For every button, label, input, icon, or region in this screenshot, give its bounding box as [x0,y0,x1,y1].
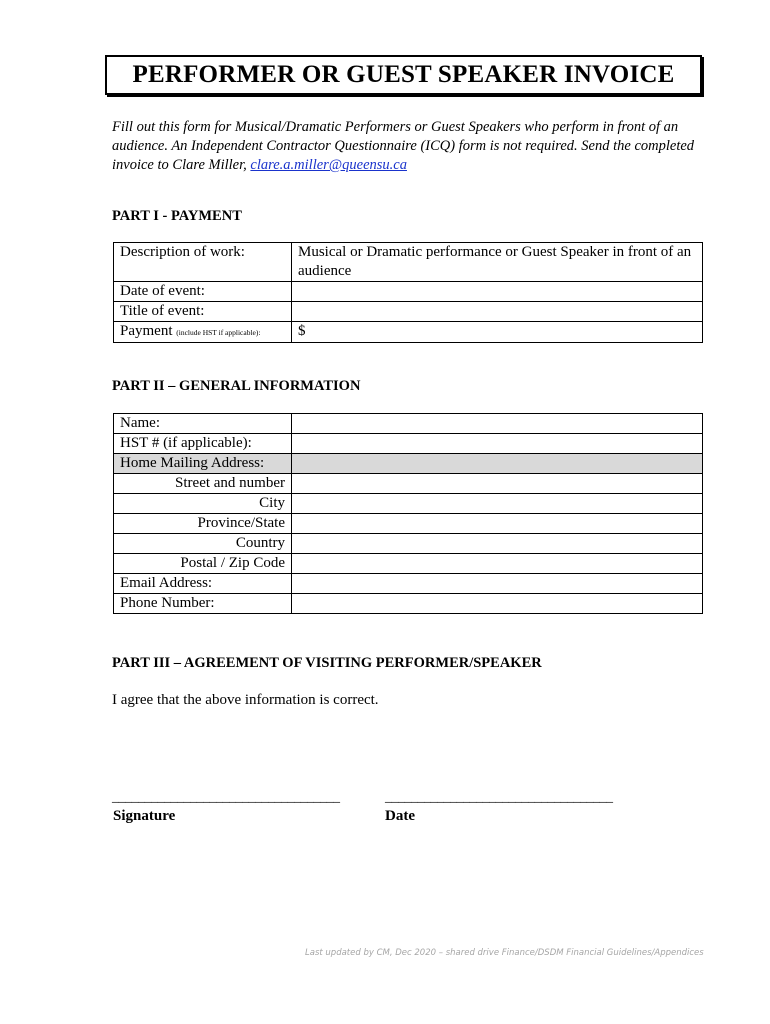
payment-field[interactable]: $ [292,322,703,343]
date-field[interactable] [292,282,703,302]
table-row [114,574,703,594]
description-label: Description of work: [114,243,292,282]
province-label: Province/State [114,514,292,534]
table-row [114,474,703,494]
signature-line[interactable]: ___________________________________ [112,790,340,805]
street-field[interactable] [292,474,703,494]
date-label: Date of event: [114,282,292,302]
table-row [114,434,703,454]
email-label: Email Address: [114,574,292,594]
city-label: City [114,494,292,514]
phone-field[interactable] [292,594,703,614]
table-row [114,282,703,302]
province-field[interactable] [292,514,703,534]
payment-label: Payment [120,323,173,339]
table-row [114,494,703,514]
payment-note: (include HST if applicable): [176,328,261,337]
hst-field[interactable] [292,434,703,454]
country-label: Country [114,534,292,554]
table-row [114,454,703,474]
date-line[interactable]: ___________________________________ [385,790,613,805]
table-row [114,594,703,614]
address-label: Home Mailing Address: [114,454,292,474]
table-row [114,534,703,554]
name-field[interactable] [292,414,703,434]
table-row [114,302,703,322]
intro-text: Fill out this form for Musical/Dramatic Performers or Guest Speakers who perform in front of an audience. An Independent Contractor Questionnaire (ICQ) form is not required. Send the completed invoice to Clare Miller, [112,119,695,173]
postal-label: Postal / Zip Code [114,554,292,574]
signature-label: Signature [113,808,176,824]
event-title-label: Title of event: [114,302,292,322]
table-row [114,414,703,434]
email-link[interactable]: clare.a.miller@queensu.ca [250,157,407,173]
table-row [114,554,703,574]
description-value[interactable]: Musical or Dramatic performance or Guest Speaker in front of an audience [292,243,703,282]
phone-label: Phone Number: [114,594,292,614]
postal-field[interactable] [292,554,703,574]
payment-label-cell [114,322,292,343]
hst-label: HST # (if applicable): [114,434,292,454]
general-info-table [113,413,703,614]
part3-heading: PART III – AGREEMENT OF VISITING PERFORMER/SPEAKER [112,655,542,671]
table-row [114,243,703,282]
name-label: Name: [114,414,292,434]
footer-note: Last updated by CM, Dec 2020 – shared drive Finance/DSDM Financial Guidelines/Appendices [305,948,704,958]
agreement-statement: I agree that the above information is correct. [112,692,379,708]
part1-heading: PART I - PAYMENT [112,208,242,224]
email-field[interactable] [292,574,703,594]
country-field[interactable] [292,534,703,554]
payment-table [113,242,703,343]
intro-paragraph [112,118,702,175]
table-row [114,322,703,343]
date-signature-label: Date [385,808,415,824]
street-label: Street and number [114,474,292,494]
title-box [105,55,702,95]
address-header-cell [292,454,703,474]
table-row [114,514,703,534]
city-field[interactable] [292,494,703,514]
event-title-field[interactable] [292,302,703,322]
part2-heading: PART II – GENERAL INFORMATION [112,378,361,394]
page-title: PERFORMER OR GUEST SPEAKER INVOICE [132,61,675,88]
